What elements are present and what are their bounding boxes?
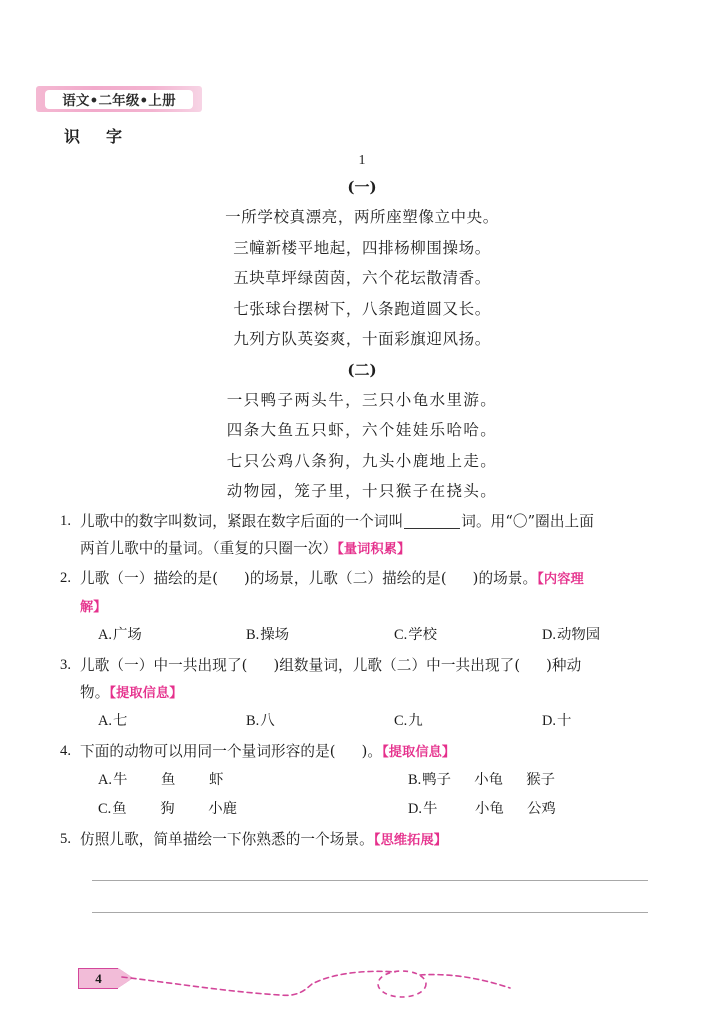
question-2-number: 2. — [60, 570, 72, 586]
option-b-value: 八 — [260, 713, 275, 729]
poem-part-two-label: (二) — [347, 360, 377, 379]
question-5-text — [60, 826, 670, 854]
question-2-text-a: 儿歌（一）描绘的是( — [80, 570, 219, 587]
option-d-word-1: 牛 — [423, 801, 438, 817]
option-b-label: B. — [246, 627, 260, 643]
poem-part-two — [0, 385, 724, 507]
question-1-tag: 【量词积累】 — [337, 542, 411, 557]
option-c-word-2: 狗 — [160, 801, 175, 817]
question-3-number: 3. — [60, 657, 72, 673]
option-c-label: C. — [394, 627, 408, 643]
writing-line[interactable] — [92, 880, 648, 881]
question-2-text-cont — [60, 593, 670, 621]
option-d-label: D. — [542, 627, 556, 643]
option-c[interactable] — [394, 707, 542, 736]
question-2 — [60, 565, 670, 650]
question-1-text-c: 两首儿歌中的量词。（重复的只圈一次） — [80, 540, 338, 557]
option-c-word-1: 鱼 — [112, 801, 127, 817]
option-d-label: D. — [542, 713, 556, 729]
section-heading: 识 字 — [64, 127, 128, 146]
question-3-tag: 【提取信息】 — [109, 686, 183, 701]
question-1-text-b: 词。用“〇”圈出上面 — [461, 513, 594, 530]
option-b-value: 操场 — [260, 627, 289, 643]
option-c-words — [112, 801, 237, 817]
answer-writing-lines — [92, 880, 648, 944]
footer-decorative-squiggle — [120, 962, 540, 1008]
poem-line: 动物园，笼子里，十只猴子在挠头。 — [226, 482, 498, 500]
page-number: 4 — [95, 970, 102, 986]
option-b-word-1: 鸭子 — [422, 772, 451, 788]
option-a-value: 七 — [113, 713, 128, 729]
question-4-options-row-2 — [60, 795, 670, 824]
subject-banner-inner — [45, 90, 193, 109]
option-c-word-3: 小鹿 — [208, 801, 237, 817]
option-a-label: A. — [98, 713, 112, 729]
question-3-options — [60, 707, 670, 736]
question-2-tag-part2: 解】 — [80, 600, 107, 615]
poem-line: 一所学校真漂亮，两所座塑像立中央。 — [225, 208, 499, 226]
question-4-tag: 【提取信息】 — [382, 745, 456, 760]
question-2-text-b: )的场景，儿歌（二）描绘的是( — [244, 570, 447, 587]
option-d-label: D. — [408, 801, 422, 817]
option-d-value: 动物园 — [557, 627, 601, 643]
question-5-number: 5. — [60, 831, 72, 847]
option-b[interactable] — [408, 766, 555, 795]
option-c-value: 九 — [408, 713, 423, 729]
question-3-text-d: 物。 — [80, 684, 110, 701]
question-4-text-b: )。 — [361, 743, 383, 760]
poem-line: 四条大鱼五只虾，六个娃娃乐哈哈。 — [226, 421, 498, 439]
option-b[interactable] — [246, 621, 394, 650]
option-d-value: 十 — [557, 713, 572, 729]
question-1-text-cont — [60, 535, 670, 563]
option-d-words — [423, 801, 556, 817]
option-a-words — [113, 772, 223, 788]
option-a-word-3: 虾 — [209, 772, 224, 788]
option-b-word-2: 小龟 — [474, 772, 503, 788]
option-a[interactable] — [98, 766, 258, 795]
question-3-text-cont — [60, 679, 670, 707]
question-1-text-a: 儿歌中的数字叫数词，紧跟在数字后面的一个词叫 — [80, 513, 404, 530]
option-d[interactable] — [408, 795, 556, 824]
question-5 — [60, 826, 670, 854]
poem-line: 五块草坪绿茵茵，六个花坛散清香。 — [233, 269, 491, 287]
answer-blank[interactable] — [404, 528, 460, 529]
option-b-words — [422, 772, 555, 788]
option-c[interactable] — [394, 621, 542, 650]
question-2-text — [60, 565, 670, 593]
option-c-label: C. — [394, 713, 408, 729]
question-2-text-c: )的场景。 — [472, 570, 538, 587]
question-3 — [60, 652, 670, 736]
option-b-word-3: 猴子 — [526, 772, 555, 788]
option-d[interactable] — [542, 621, 600, 650]
page-number-badge — [78, 968, 118, 989]
question-4-text-a: 下面的动物可以用同一个量词形容的是( — [80, 743, 336, 760]
question-5-tag: 【思维拓展】 — [373, 833, 448, 848]
subject-banner-text: 语文•二年级•上册 — [62, 93, 176, 109]
poem-part-one-label: (一) — [347, 178, 377, 196]
question-3-text — [60, 652, 670, 679]
poem-area — [0, 150, 724, 507]
option-c[interactable] — [98, 795, 258, 824]
question-1-text — [60, 508, 670, 535]
question-2-tag-part1: 【内容理 — [537, 572, 584, 587]
option-d-word-3: 公鸡 — [527, 801, 556, 817]
question-3-text-a: 儿歌（一）中一共出现了( — [80, 657, 248, 674]
poem-line: 三幢新楼平地起，四排杨柳围操场。 — [233, 238, 491, 257]
option-b[interactable] — [246, 707, 394, 736]
option-b-label: B. — [246, 713, 260, 729]
question-2-options — [60, 621, 670, 650]
option-a-label: A. — [98, 627, 112, 643]
question-3-text-c: )种动 — [546, 657, 582, 674]
question-3-text-b: )组数量词，儿歌（二）中一共出现了( — [273, 657, 521, 674]
question-4-options-row-1 — [60, 766, 670, 795]
option-c-label: C. — [98, 801, 112, 817]
option-d-word-2: 小龟 — [475, 801, 504, 817]
poem-line: 七只公鸡八条狗，九头小鹿地上走。 — [226, 451, 498, 470]
question-5-text-a: 仿照儿歌，简单描绘一下你熟悉的一个场景。 — [80, 831, 374, 848]
poem-line: 九列方队英姿爽，十面彩旗迎风扬。 — [233, 330, 491, 348]
question-1-number: 1. — [60, 513, 72, 529]
page-footer — [0, 962, 724, 1022]
option-b-label: B. — [408, 772, 422, 788]
question-4-text — [60, 738, 670, 766]
option-a[interactable] — [98, 621, 246, 650]
option-a-word-1: 牛 — [113, 772, 128, 788]
question-1 — [60, 508, 670, 563]
poem-line: 七张球台摆树下，八条跑道圆又长。 — [233, 299, 491, 318]
poem-number: 1 — [358, 153, 366, 168]
poem-part-one — [0, 202, 724, 355]
option-a-label: A. — [98, 772, 112, 788]
poem-line: 一只鸭子两头牛，三只小龟水里游。 — [226, 390, 498, 409]
questions-list — [60, 508, 670, 856]
option-c-value: 学校 — [408, 627, 437, 643]
option-a[interactable] — [98, 707, 246, 736]
question-4-number: 4. — [60, 743, 72, 759]
option-a-value: 广场 — [113, 627, 142, 643]
option-a-word-2: 鱼 — [161, 772, 176, 788]
question-4 — [60, 738, 670, 824]
subject-banner — [36, 86, 202, 112]
option-d[interactable] — [542, 707, 571, 736]
writing-line[interactable] — [92, 912, 648, 913]
